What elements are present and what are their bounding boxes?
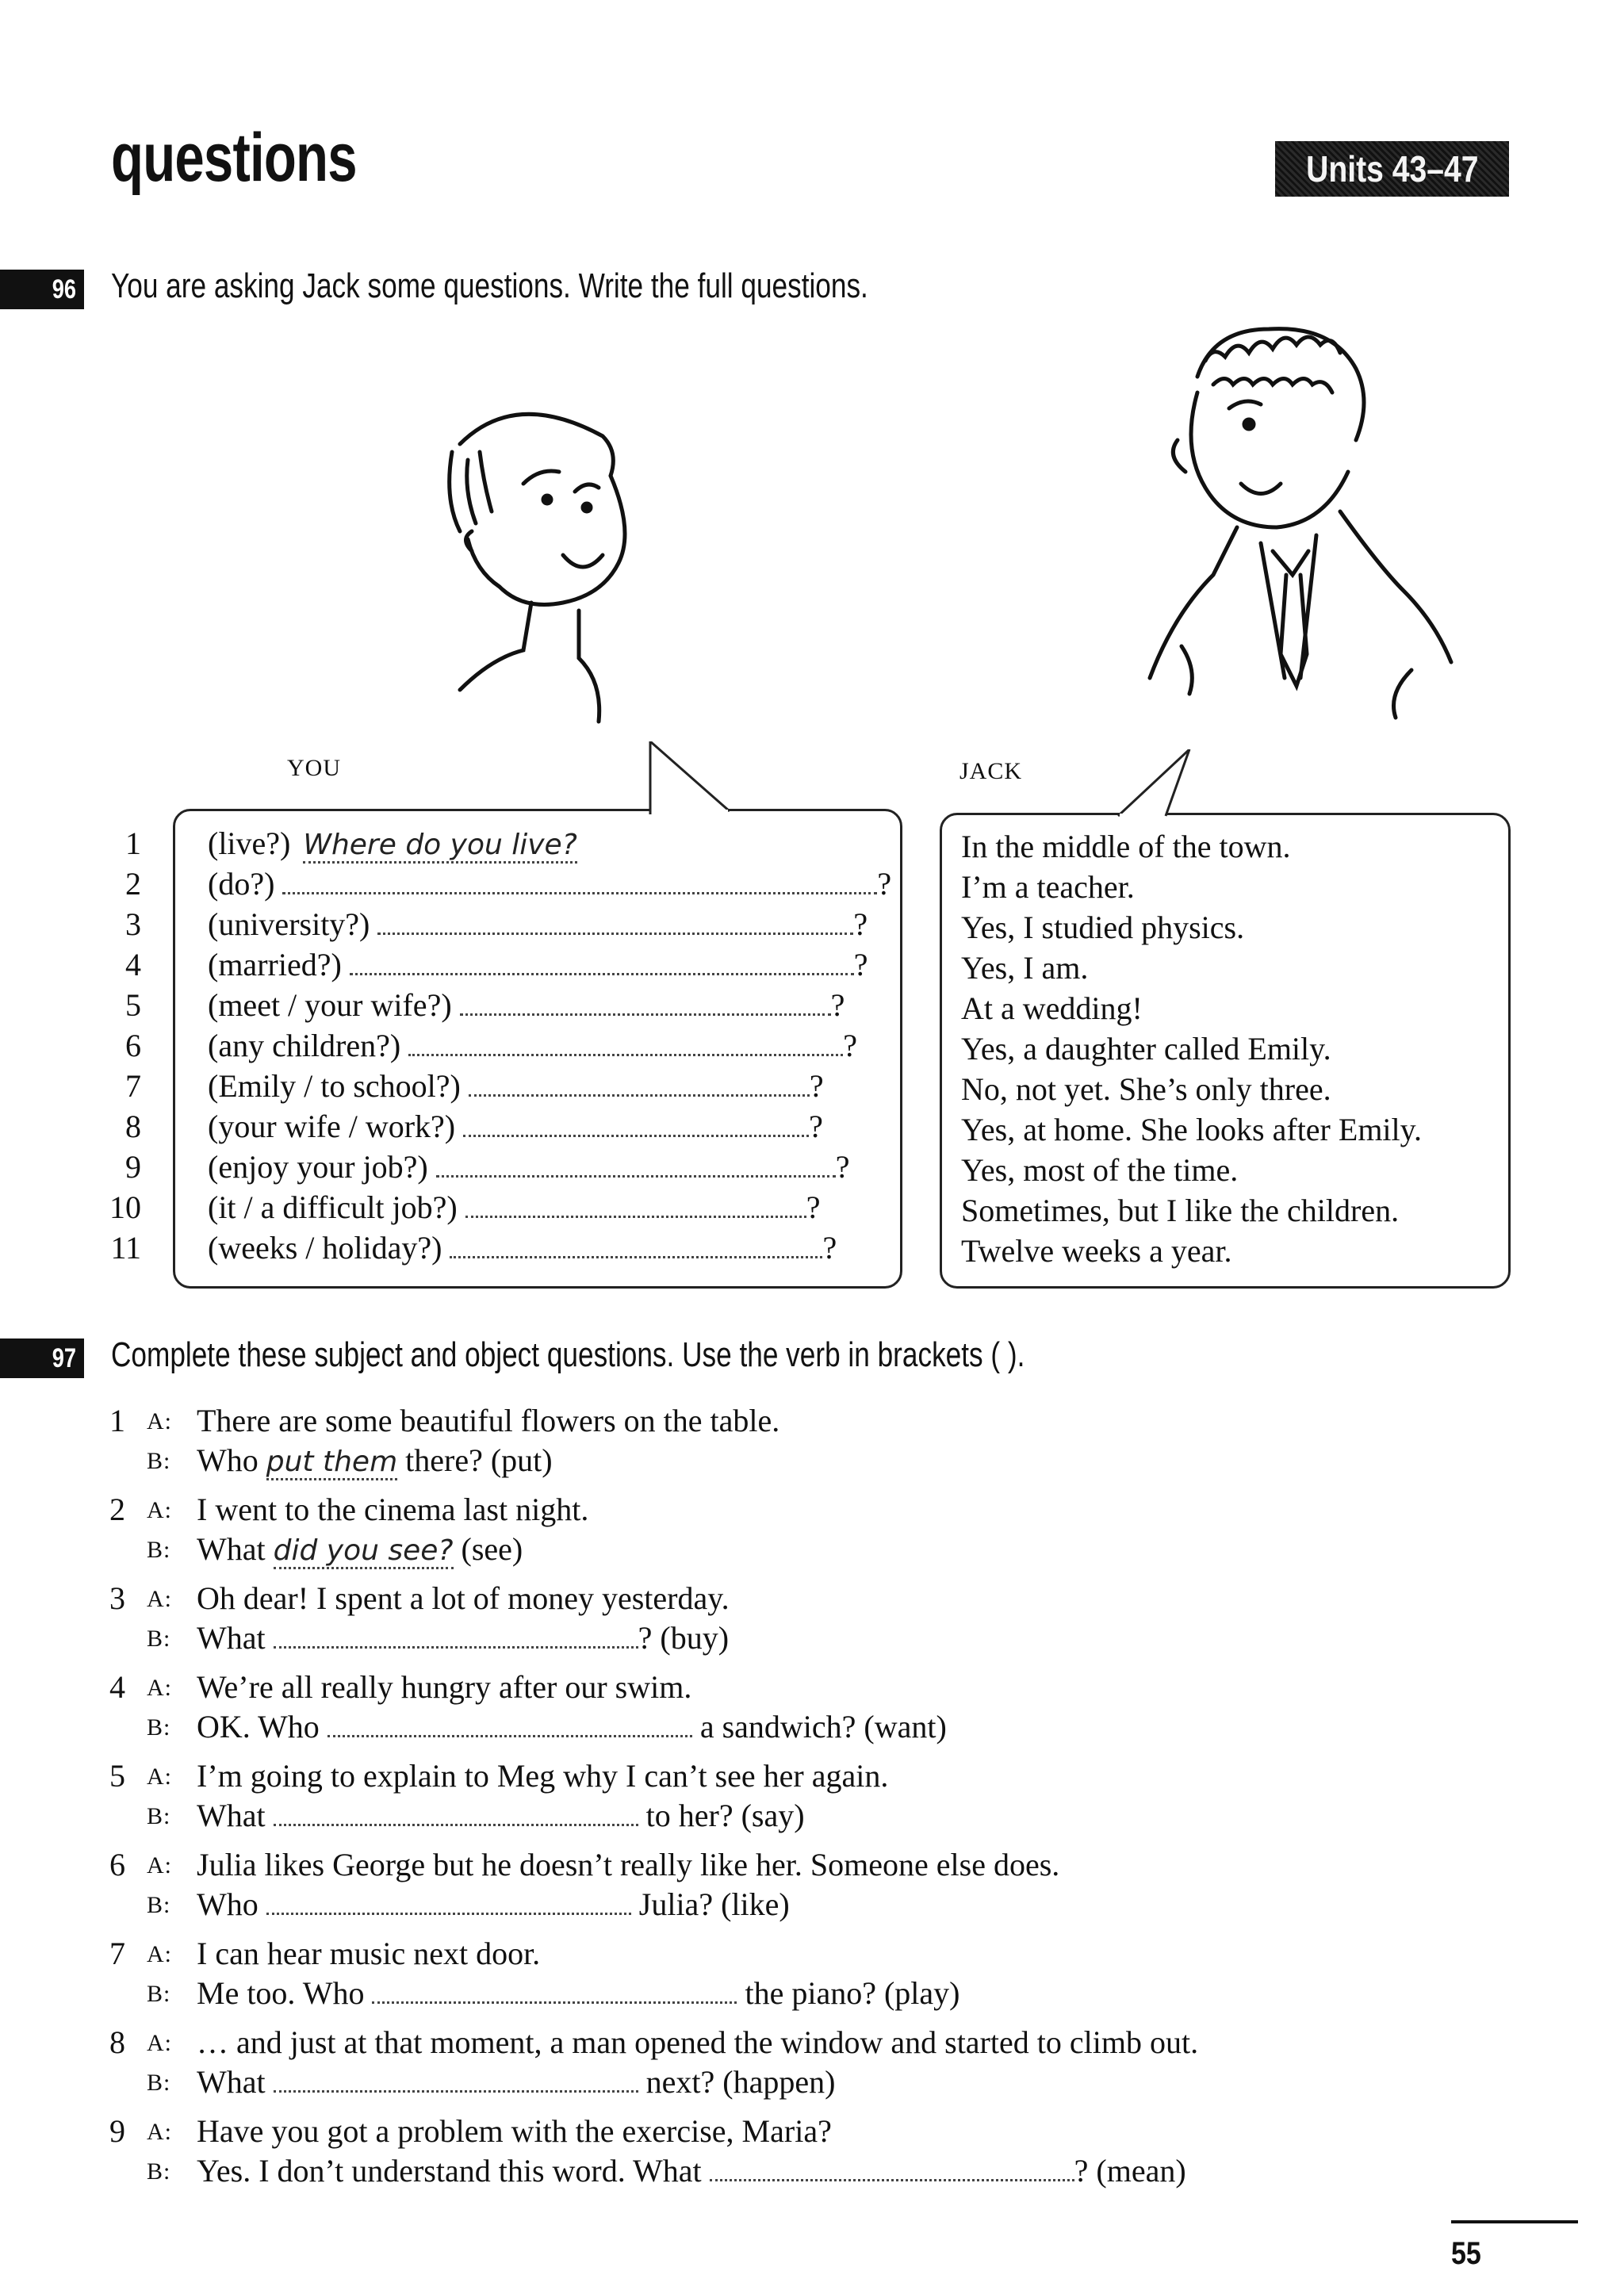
- question-mark: ?: [853, 947, 868, 982]
- item-number: 6: [109, 1847, 125, 1882]
- page-number-rule: [1451, 2220, 1578, 2223]
- speaker-a-label: A:: [147, 1764, 172, 1790]
- speaker-a-label: A:: [147, 1941, 172, 1967]
- answer-field-4[interactable]: [350, 967, 854, 975]
- question-cue: (enjoy your job?): [208, 1149, 428, 1185]
- question-number: 3: [125, 906, 141, 942]
- exercise-97-number: 97: [0, 1338, 84, 1378]
- line-a: I’m going to explain to Meg why I can’t see her again.: [197, 1758, 889, 1794]
- line-b: [197, 2063, 835, 2101]
- line-b: [197, 1530, 523, 1569]
- line-a: We’re all really hungry after our swim.: [197, 1669, 692, 1705]
- item-number: 2: [109, 1492, 125, 1527]
- answer-field-11[interactable]: [450, 1250, 822, 1258]
- question-number: 2: [125, 866, 141, 902]
- question-cue: (weeks / holiday?): [208, 1230, 442, 1266]
- jack-answer: Yes, most of the time.: [961, 1152, 1239, 1188]
- jack-answer: Yes, I studied physics.: [961, 910, 1245, 945]
- item-number: 5: [109, 1758, 125, 1794]
- answer-field-10[interactable]: [465, 1210, 806, 1218]
- exercise-97-instruction: Complete these subject and object questions. Use the verb in brackets ( ).: [111, 1335, 1025, 1374]
- answer-field-5[interactable]: [460, 1008, 831, 1016]
- line-b: [197, 1797, 805, 1834]
- question-row-11: [208, 1229, 837, 1266]
- question-number: 11: [110, 1230, 141, 1266]
- speaker-b-label: B:: [147, 1714, 171, 1741]
- line-b-start: Who: [197, 1442, 259, 1478]
- speaker-a-label: A:: [147, 1497, 172, 1523]
- speaker-a-label: A:: [147, 1675, 172, 1701]
- jack-answer: I’m a teacher.: [961, 869, 1135, 905]
- question-row-6: [208, 1027, 857, 1064]
- answer-field-6[interactable]: [408, 1048, 843, 1056]
- line-a: Have you got a problem with the exercise, Maria?: [197, 2113, 832, 2149]
- units-badge: [1275, 141, 1509, 197]
- gap-field-6[interactable]: [266, 1907, 631, 1915]
- line-b-end: to her? (say): [645, 1798, 805, 1833]
- question-mark: ?: [853, 906, 868, 942]
- question-row-9: [208, 1148, 849, 1185]
- answer-field-3[interactable]: [377, 927, 853, 935]
- question-mark: ?: [806, 1189, 821, 1225]
- gap-field-2[interactable]: did you see?: [274, 1534, 454, 1569]
- speaker-b-label: B:: [147, 1537, 171, 1563]
- line-b-start: What: [197, 1531, 266, 1567]
- line-b-end: there? (put): [405, 1442, 553, 1478]
- jack-label: JACK: [959, 758, 1023, 784]
- question-cue: (do?): [208, 866, 275, 902]
- line-b-start: Yes. I don’t understand this word. What: [197, 2153, 702, 2189]
- speaker-a-label: A:: [147, 1852, 172, 1878]
- question-row-3: [208, 906, 868, 943]
- speaker-b-label: B:: [147, 2158, 171, 2185]
- line-b: [197, 1974, 959, 2012]
- line-b-start: What: [197, 1798, 266, 1833]
- line-a: There are some beautiful flowers on the table.: [197, 1403, 780, 1438]
- question-cue: (married?): [208, 947, 342, 982]
- jack-answer: At a wedding!: [961, 990, 1143, 1026]
- line-a: Oh dear! I spent a lot of money yesterday.: [197, 1580, 730, 1616]
- jack-answer: Sometimes, but I like the children.: [961, 1193, 1400, 1228]
- gap-field-3[interactable]: [274, 1641, 638, 1649]
- item-number: 4: [109, 1669, 125, 1705]
- you-label: YOU: [287, 755, 341, 781]
- question-cue: (live?): [208, 825, 291, 861]
- page-title: questions: [111, 120, 357, 196]
- answer-field-9[interactable]: [436, 1170, 836, 1178]
- question-mark: ?: [809, 1109, 823, 1144]
- question-row-10: [208, 1189, 821, 1226]
- line-a: I went to the cinema last night.: [197, 1492, 589, 1527]
- question-row-1: [208, 825, 577, 864]
- line-b: [197, 2152, 1186, 2189]
- line-b-start: OK. Who: [197, 1709, 320, 1744]
- line-b: [197, 1619, 729, 1656]
- line-b: [197, 1886, 790, 1923]
- you-bubble-tail: [634, 741, 793, 814]
- answer-field-2[interactable]: [282, 887, 877, 894]
- question-cue: (university?): [208, 906, 370, 942]
- line-b-end: Julia? (like): [638, 1886, 790, 1922]
- line-b-end: next? (happen): [645, 2064, 836, 2100]
- item-number: 7: [109, 1936, 125, 1971]
- jack-bubble-tail: [1110, 749, 1205, 818]
- line-b-start: What: [197, 2064, 266, 2100]
- page-number: 55: [1451, 2236, 1481, 2271]
- speaker-a-label: A:: [147, 1586, 172, 1612]
- question-cue: (it / a difficult job?): [208, 1189, 458, 1225]
- gap-field-5[interactable]: [274, 1818, 638, 1826]
- line-b-end: (see): [461, 1531, 523, 1567]
- question-number: 7: [125, 1068, 141, 1104]
- question-row-2: [208, 865, 891, 902]
- answer-field-8[interactable]: [463, 1129, 809, 1137]
- question-mark: ?: [830, 987, 845, 1023]
- question-mark: ?: [877, 866, 892, 902]
- item-number: 3: [109, 1580, 125, 1616]
- question-row-8: [208, 1108, 823, 1145]
- line-b-end: ? (buy): [638, 1620, 730, 1656]
- exercise-96-instruction: You are asking Jack some questions. Write the full questions.: [111, 266, 868, 305]
- gap-field-1[interactable]: put them: [266, 1446, 397, 1480]
- speaker-b-label: B:: [147, 2070, 171, 2096]
- exercise-96-number: 96: [0, 270, 84, 309]
- jack-answer: Yes, I am.: [961, 950, 1089, 986]
- jack-answer: No, not yet. She’s only three.: [961, 1071, 1331, 1107]
- question-cue: (Emily / to school?): [208, 1068, 461, 1104]
- question-mark: ?: [835, 1149, 850, 1185]
- question-mark: ?: [822, 1230, 837, 1266]
- line-a: I can hear music next door.: [197, 1936, 541, 1971]
- speaker-b-label: B:: [147, 1626, 171, 1652]
- jack-answer: In the middle of the town.: [961, 829, 1291, 864]
- line-b-start: What: [197, 1620, 266, 1656]
- you-illustration: [396, 373, 682, 730]
- gap-field-9[interactable]: [710, 2173, 1074, 2181]
- item-number: 1: [109, 1403, 125, 1438]
- speaker-a-label: A:: [147, 2030, 172, 2056]
- question-row-5: [208, 986, 845, 1024]
- gap-field-4[interactable]: [327, 1729, 692, 1737]
- speaker-b-label: B:: [147, 1448, 171, 1474]
- line-b-start: Me too. Who: [197, 1975, 365, 2011]
- answer-field-7[interactable]: [469, 1089, 810, 1097]
- jack-illustration: [1102, 313, 1467, 741]
- speaker-b-label: B:: [147, 1892, 171, 1918]
- question-mark: ?: [809, 1068, 824, 1104]
- line-b-end: ? (mean): [1074, 2153, 1186, 2189]
- question-number: 1: [125, 825, 141, 861]
- speaker-a-label: A:: [147, 1408, 172, 1434]
- question-number: 10: [109, 1189, 141, 1225]
- jack-answer: Yes, a daughter called Emily.: [961, 1031, 1331, 1067]
- line-b: [197, 1442, 553, 1480]
- speaker-a-label: A:: [147, 2119, 172, 2145]
- question-number: 5: [125, 987, 141, 1023]
- jack-answer: Yes, at home. She looks after Emily.: [961, 1112, 1423, 1147]
- answer-field-1[interactable]: Where do you live?: [303, 829, 576, 864]
- units-badge-label: Units 43–47: [1305, 148, 1479, 190]
- question-row-4: [208, 946, 868, 983]
- line-b-end: the piano? (play): [745, 1975, 960, 2011]
- line-a: Julia likes George but he doesn’t really like her. Someone else does.: [197, 1847, 1060, 1882]
- question-number: 8: [125, 1109, 141, 1144]
- line-b-end: a sandwich? (want): [699, 1709, 947, 1744]
- gap-field-7[interactable]: [372, 1996, 737, 2004]
- line-b-start: Who: [197, 1886, 259, 1922]
- question-cue: (meet / your wife?): [208, 987, 452, 1023]
- question-row-7: [208, 1067, 824, 1105]
- item-number: 8: [109, 2024, 125, 2060]
- question-number: 9: [125, 1149, 141, 1185]
- line-b: [197, 1708, 947, 1745]
- question-mark: ?: [843, 1028, 857, 1063]
- question-cue: (your wife / work?): [208, 1109, 456, 1144]
- gap-field-8[interactable]: [274, 2085, 638, 2093]
- question-cue: (any children?): [208, 1028, 401, 1063]
- question-number: 6: [125, 1028, 141, 1063]
- line-a: … and just at that moment, a man opened the window and started to climb out.: [197, 2024, 1199, 2060]
- item-number: 9: [109, 2113, 125, 2149]
- speaker-b-label: B:: [147, 1981, 171, 2007]
- jack-answer: Twelve weeks a year.: [961, 1233, 1232, 1269]
- speaker-b-label: B:: [147, 1803, 171, 1829]
- question-number: 4: [125, 947, 141, 982]
